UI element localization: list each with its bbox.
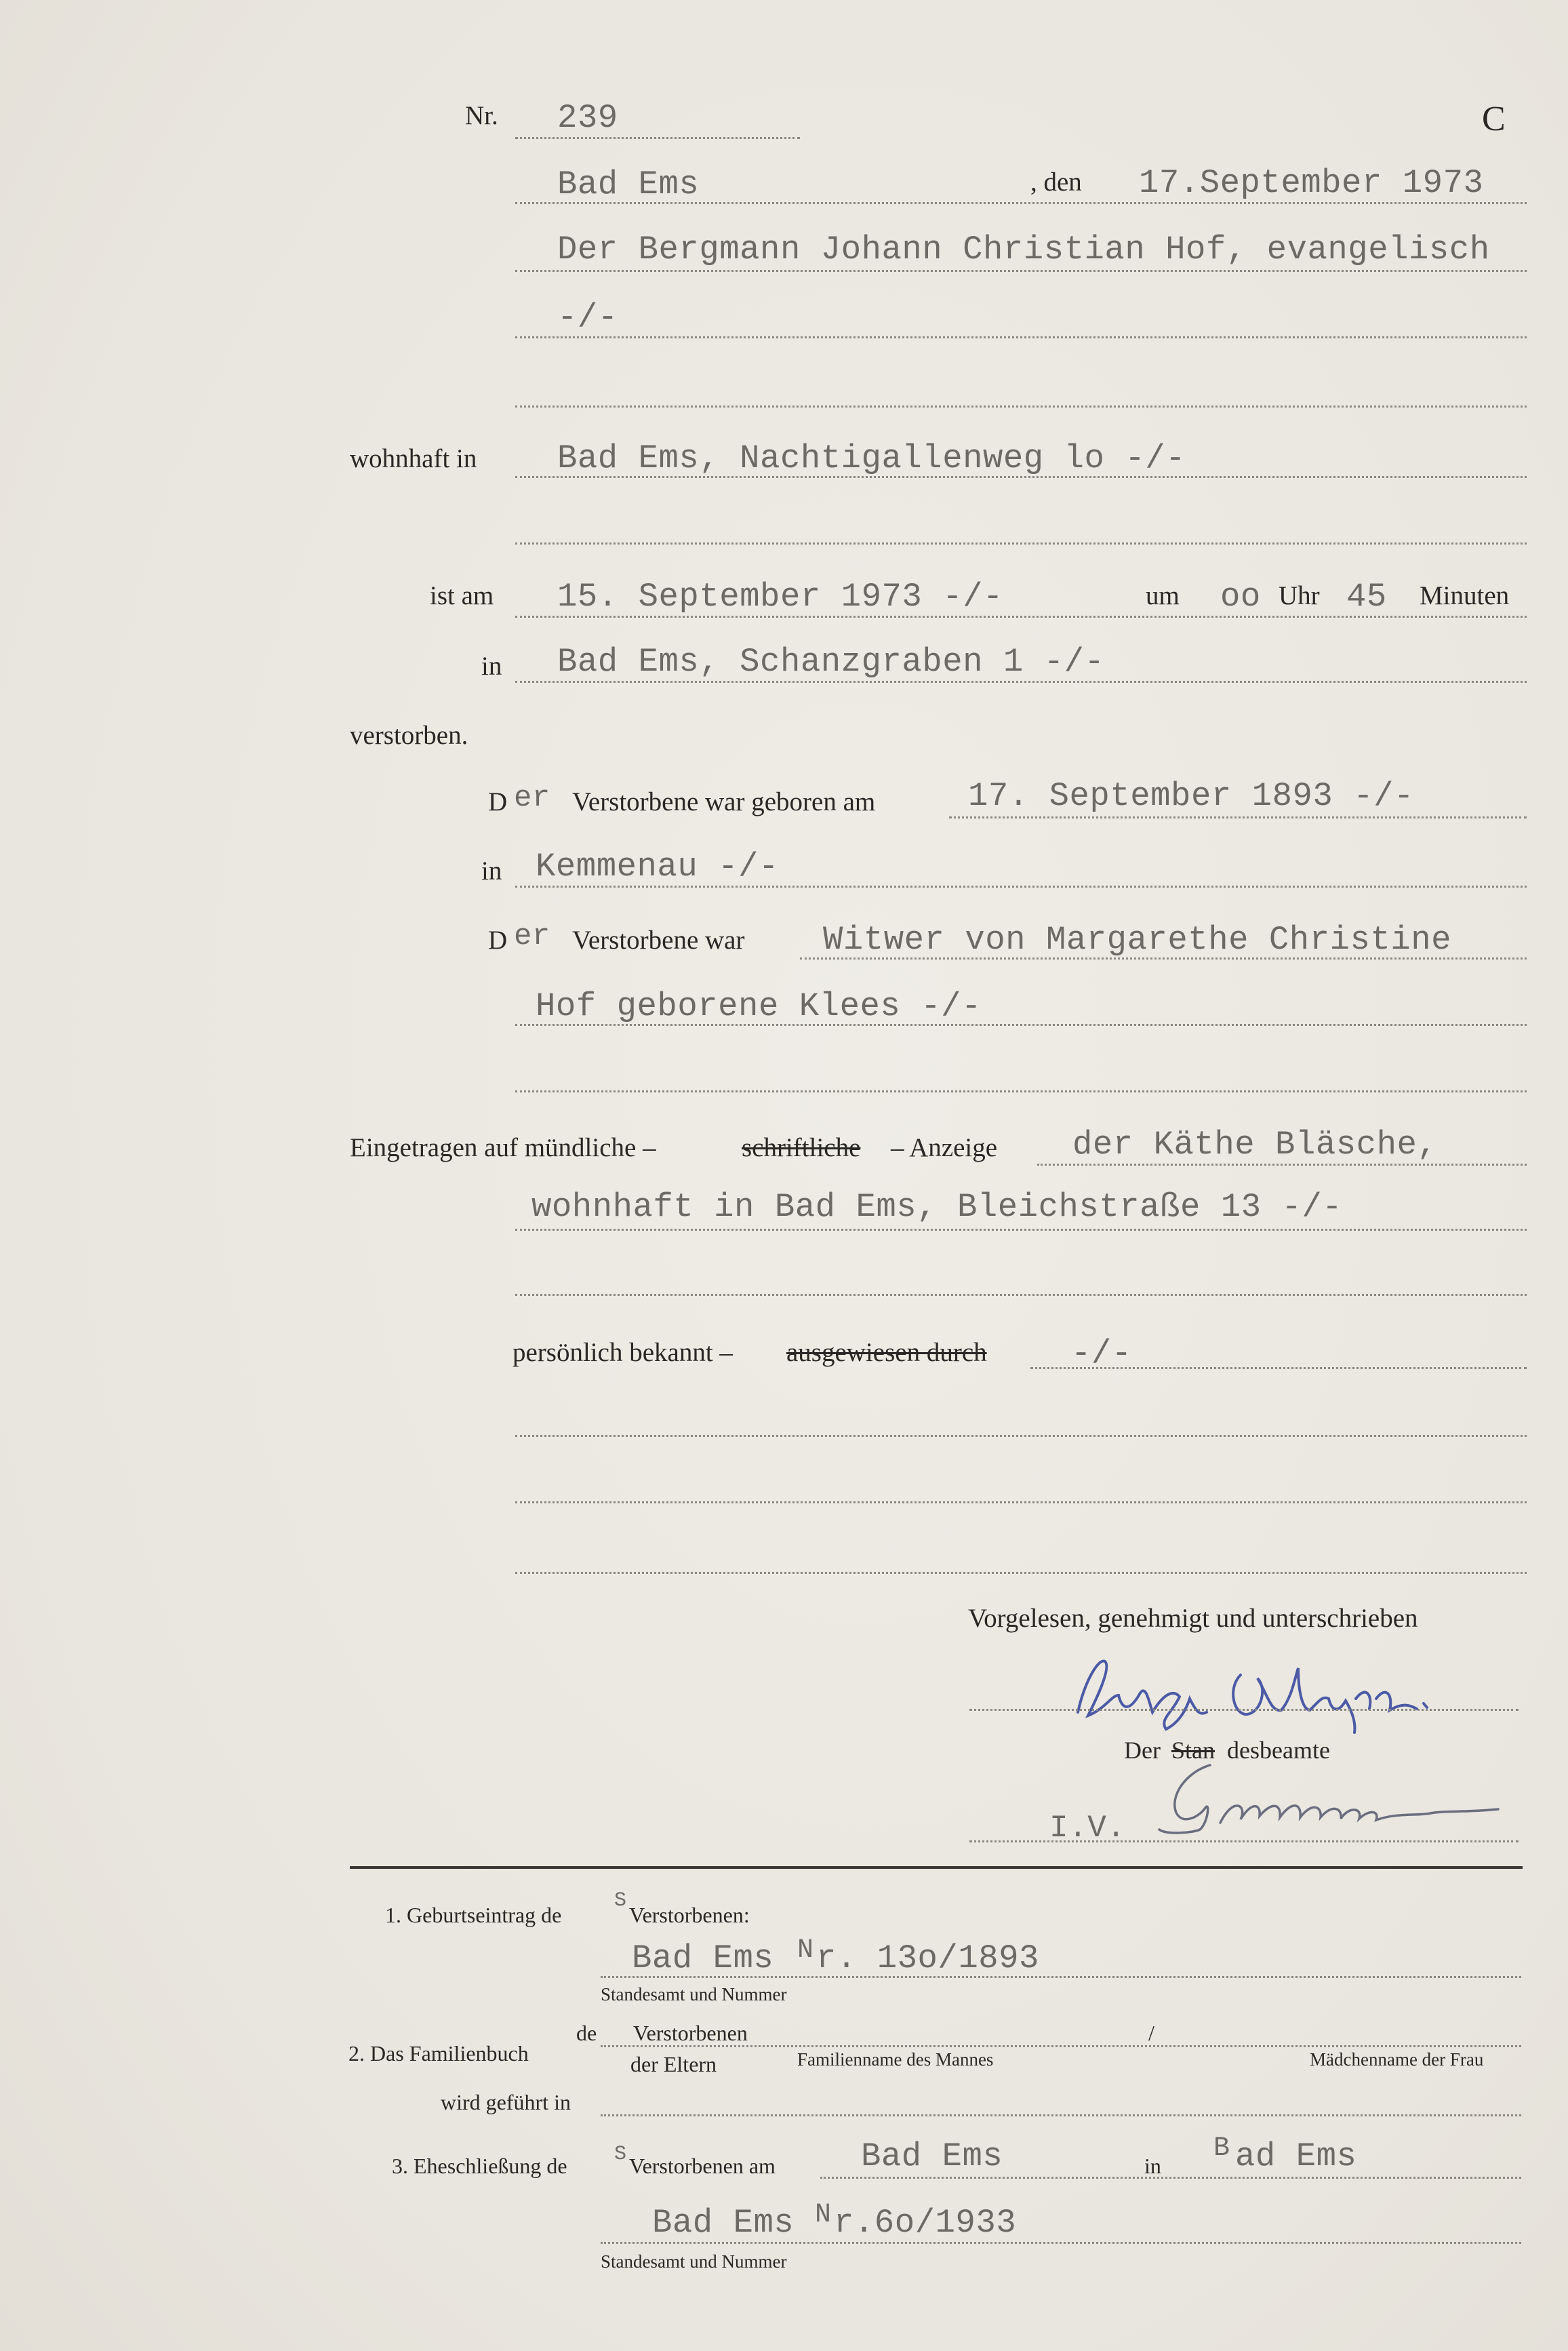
identification-value: -/- <box>1071 1335 1132 1372</box>
known-label: persönlich bekannt – <box>512 1338 733 1367</box>
signature-line <box>969 1709 1519 1711</box>
marital-status: Witwer von Margarethe Christine <box>823 921 1452 959</box>
death-hour: oo <box>1220 578 1261 616</box>
item1-line <box>601 1976 1521 1978</box>
marital-line-1 <box>800 957 1527 960</box>
item2-option-parents: der Eltern <box>630 2052 717 2076</box>
verstorben-label: verstorben. <box>350 721 468 750</box>
marital-line-2 <box>515 1024 1527 1026</box>
registrar-signature <box>1146 1748 1512 1850</box>
report-line-3 <box>515 1294 1527 1296</box>
marital-article-prefix: D <box>488 926 508 955</box>
birth-registry-b: r. 13o/1893 <box>816 1939 1039 1977</box>
item3-label-end: Verstorbenen am <box>629 2154 776 2178</box>
blank-line-3 <box>515 1572 1527 1574</box>
official-suffix: desbeamte <box>1227 1737 1330 1764</box>
official-prefix: Der <box>1124 1737 1161 1764</box>
marriage-registry-b: r.6o/1933 <box>834 2204 1017 2242</box>
marital-line-3 <box>515 1090 1527 1092</box>
residence-label: wohnhaft in <box>350 444 477 473</box>
birth-registry-super: N <box>797 1935 814 1966</box>
marriage-date: Bad Ems <box>861 2137 1003 2175</box>
iv-mark: I.V. <box>1049 1811 1126 1846</box>
informant-address: wohnhaft in Bad Ems, Bleichstraße 13 -/- <box>531 1188 1343 1226</box>
item3-label-start: 3. Eheschließung de <box>392 2154 567 2178</box>
report-label-start: Eingetragen auf mündliche – <box>350 1133 656 1162</box>
item2-label: 2. Das Familienbuch <box>348 2041 529 2066</box>
death-place: Bad Ems, Schanzgraben 1 -/- <box>557 643 1105 681</box>
report-label-struck: schriftliche <box>742 1133 861 1162</box>
place-of-record: Bad Ems <box>557 165 700 203</box>
ist-am-label: ist am <box>430 581 494 610</box>
residence-address: Bad Ems, Nachtigallenweg lo -/- <box>557 439 1186 477</box>
item2-slash: / <box>1148 2021 1154 2045</box>
person-line-3 <box>515 406 1527 408</box>
item1-super: S <box>614 1889 627 1912</box>
family-name-caption: Familienname des Mannes <box>797 2049 994 2070</box>
read-approved-label: Vorgelesen, genehmigt und unterschrieben <box>968 1604 1418 1633</box>
known-struck: ausgewiesen durch <box>786 1338 987 1367</box>
item1-label-start: 1. Geburtseintrag de <box>385 1903 562 1927</box>
report-line-1 <box>1037 1164 1527 1166</box>
corner-letter: C <box>1482 100 1506 138</box>
birth-date-line <box>949 816 1527 818</box>
known-line <box>1030 1367 1527 1369</box>
marriage-registry-a: Bad Ems <box>652 2204 795 2242</box>
record-date: 17.September 1973 <box>1139 164 1484 202</box>
entry-number-line <box>515 137 800 139</box>
death-place-line <box>515 681 1527 683</box>
person-continuation: -/- <box>557 298 618 336</box>
registry-caption-2: Standesamt und Nummer <box>601 2251 787 2272</box>
marital-article-suffix: er <box>514 920 550 953</box>
place-date-line <box>515 202 1527 204</box>
person-line-2 <box>515 336 1527 338</box>
minuten-label: Minuten <box>1420 581 1510 610</box>
item2-kept-line <box>601 2114 1521 2116</box>
marital-status-continuation: Hof geborene Klees -/- <box>536 987 982 1025</box>
registry-caption-1: Standesamt und Nummer <box>601 1984 787 2004</box>
death-in-label: in <box>481 652 502 681</box>
blank-line-1 <box>515 1435 1527 1437</box>
birth-date: 17. September 1893 -/- <box>968 777 1414 815</box>
item3-in-label: in <box>1144 2154 1161 2178</box>
maiden-name-caption: Mädchenname der Frau <box>1310 2049 1484 2070</box>
report-line-2 <box>515 1229 1527 1231</box>
birth-label: Verstorbene war geboren am <box>572 787 876 816</box>
item3-registry-line <box>601 2242 1521 2244</box>
birth-article-prefix: D <box>488 787 508 816</box>
birth-in-label: in <box>481 856 502 886</box>
item2-line <box>601 2045 1521 2047</box>
death-date-line <box>515 616 1527 618</box>
informant: der Käthe Bläsche, <box>1072 1126 1438 1164</box>
birth-place-line <box>515 886 1527 888</box>
item1-label-end: Verstorbenen: <box>629 1903 750 1927</box>
item2-de: de <box>576 2021 597 2045</box>
item2-option-deceased: Verstorbenen <box>633 2021 748 2045</box>
item3-super: S <box>614 2143 627 2166</box>
item3-line <box>820 2177 1521 2179</box>
residence-line-2 <box>515 542 1527 545</box>
death-date: 15. September 1973 -/- <box>557 578 1003 616</box>
marriage-place: ad Ems <box>1235 2137 1357 2175</box>
uhr-label: Uhr <box>1279 581 1320 610</box>
residence-line-1 <box>515 476 1527 478</box>
marriage-place-super: B <box>1213 2133 1230 2164</box>
section-divider <box>350 1866 1523 1869</box>
person-line-1 <box>515 270 1527 272</box>
marital-label: Verstorbene war <box>572 926 745 955</box>
deceased-person: Der Bergmann Johann Christian Hof, evangelisch <box>557 231 1490 269</box>
official-struck: Stan <box>1171 1737 1215 1764</box>
item2-kept-label: wird geführt in <box>441 2090 571 2114</box>
marriage-registry-super: N <box>815 2200 832 2230</box>
birth-place: Kemmenau -/- <box>536 848 779 886</box>
registrar-line <box>969 1840 1519 1842</box>
death-minute: 45 <box>1346 578 1387 616</box>
nr-label: Nr. <box>465 101 498 130</box>
informant-signature <box>1064 1648 1498 1736</box>
blank-line-2 <box>515 1501 1527 1503</box>
entry-number: 239 <box>557 99 618 137</box>
report-label-end: – Anzeige <box>891 1133 998 1162</box>
den-label: , den <box>1030 167 1082 197</box>
birth-registry-a: Bad Ems <box>632 1939 774 1977</box>
um-label: um <box>1146 581 1180 610</box>
birth-article-suffix: er <box>514 781 550 815</box>
